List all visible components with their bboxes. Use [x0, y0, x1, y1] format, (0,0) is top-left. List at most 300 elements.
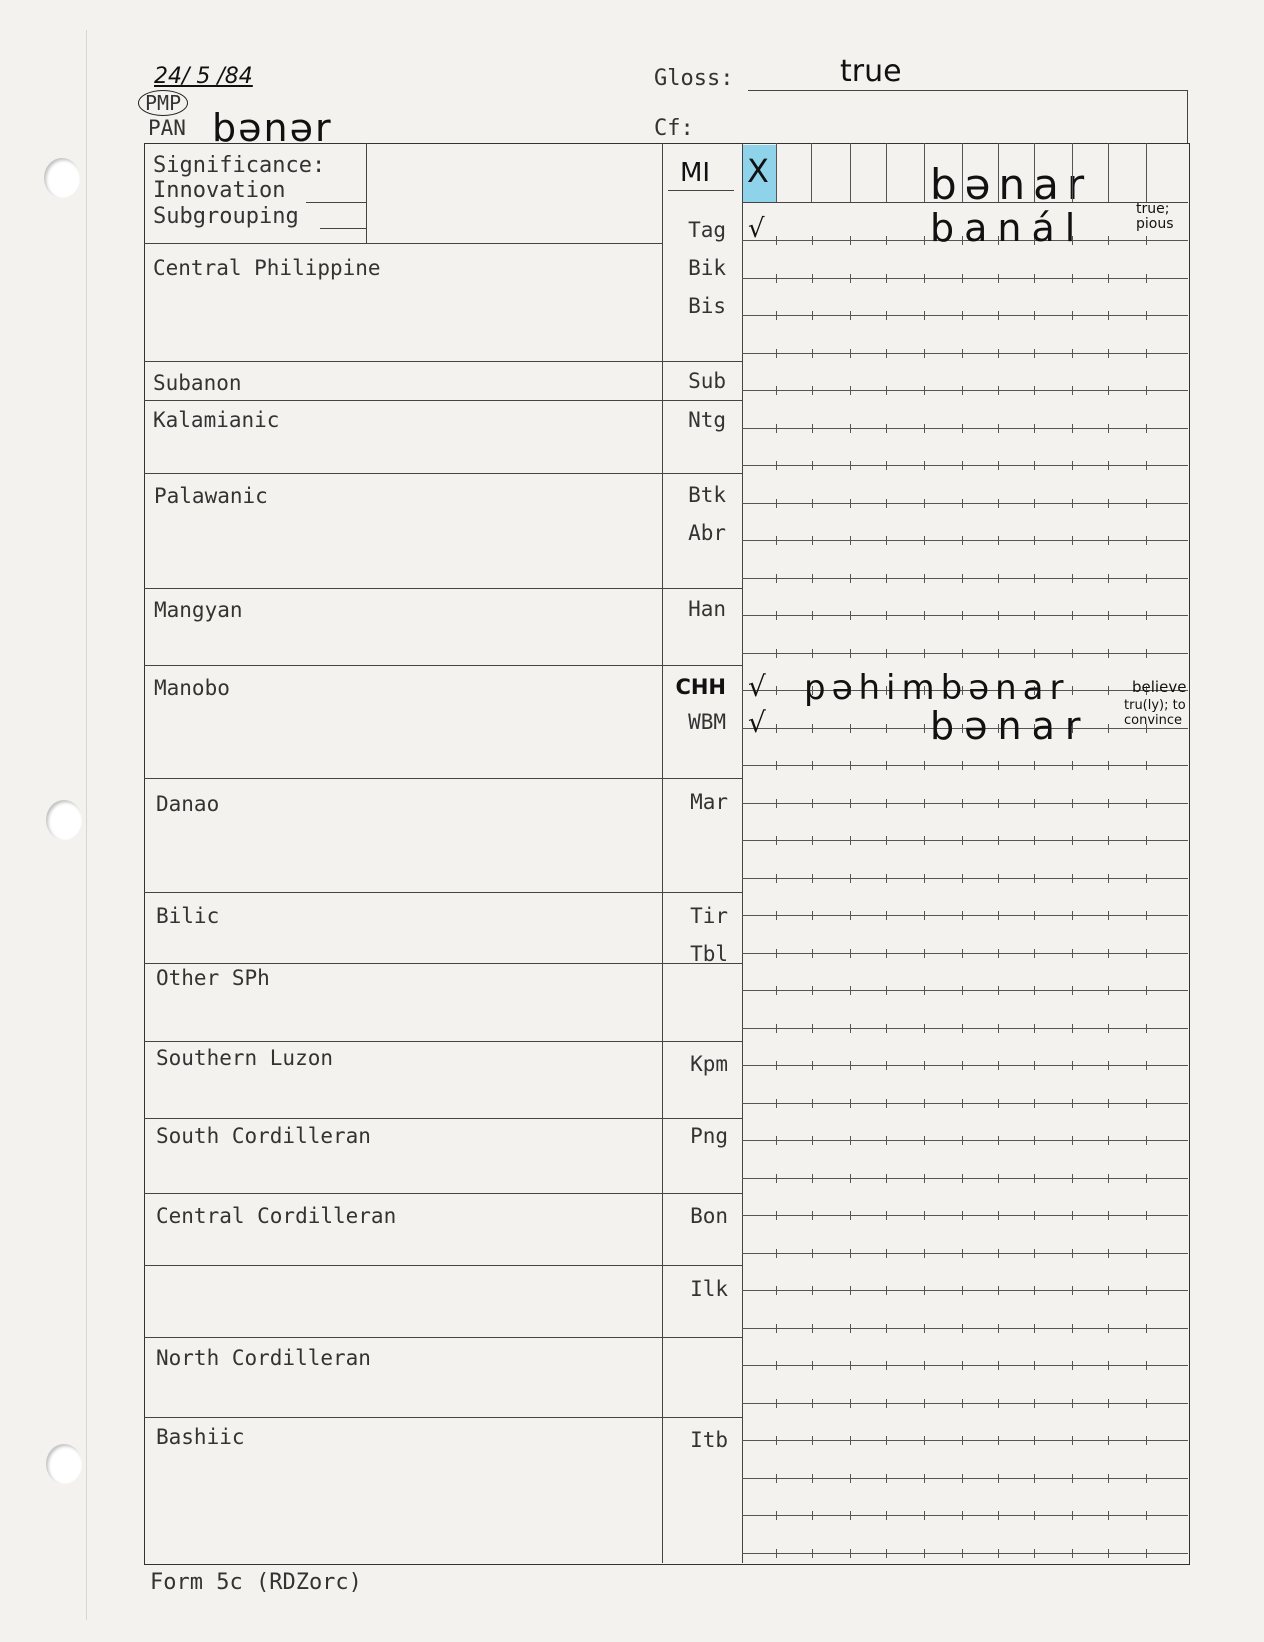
- ruled-tick: [812, 1286, 813, 1295]
- ruled-tick: [924, 1286, 925, 1295]
- ruled-line: [742, 1253, 1188, 1254]
- ruled-tick: [1146, 461, 1147, 470]
- ruled-tick: [998, 349, 999, 358]
- ruled-tick: [776, 761, 777, 770]
- ruled-tick: [1108, 311, 1109, 320]
- ruled-tick: [1072, 1136, 1073, 1145]
- ruled-tick: [776, 1549, 777, 1558]
- ruled-tick: [924, 874, 925, 883]
- ruled-tick: [1108, 236, 1109, 245]
- ruled-tick: [812, 1549, 813, 1558]
- ruled-tick: [1034, 1211, 1035, 1220]
- ruled-tick: [962, 1099, 963, 1108]
- ruled-tick: [850, 649, 851, 658]
- ruled-tick: [812, 1174, 813, 1183]
- ruled-tick: [776, 274, 777, 283]
- code-column-right: [742, 143, 743, 1563]
- ruled-tick: [1072, 611, 1073, 620]
- ruled-line: [742, 540, 1188, 541]
- ruled-tick: [962, 311, 963, 320]
- ruled-tick: [1146, 499, 1147, 508]
- ruled-tick: [1108, 386, 1109, 395]
- group-separator: [144, 1265, 742, 1266]
- ruled-line: [742, 390, 1188, 391]
- ruled-tick: [812, 424, 813, 433]
- ruled-tick: [886, 1024, 887, 1033]
- ruled-tick: [776, 1511, 777, 1520]
- mi-form: bənar: [930, 160, 1093, 209]
- ruled-tick: [812, 724, 813, 733]
- ruled-tick: [886, 986, 887, 995]
- ruled-tick: [886, 1099, 887, 1108]
- ruled-tick: [886, 349, 887, 358]
- ruled-tick: [776, 911, 777, 920]
- ruled-tick: [776, 724, 777, 733]
- mi-cell-divider: [1072, 143, 1073, 202]
- ruled-tick: [962, 386, 963, 395]
- mi-underline: [668, 190, 734, 191]
- ruled-tick: [1034, 1286, 1035, 1295]
- ruled-tick: [812, 1511, 813, 1520]
- ruled-tick: [1146, 1286, 1147, 1295]
- ruled-tick: [962, 536, 963, 545]
- ruled-line: [742, 1515, 1188, 1516]
- innovation-label: Innovation: [153, 178, 286, 203]
- ruled-tick: [1108, 1249, 1109, 1258]
- ruled-tick: [924, 386, 925, 395]
- ruled-tick: [850, 536, 851, 545]
- ruled-tick: [886, 1249, 887, 1258]
- ruled-tick: [924, 836, 925, 845]
- ruled-tick: [1034, 1436, 1035, 1445]
- ruled-tick: [924, 1061, 925, 1070]
- ruled-tick: [1072, 949, 1073, 958]
- ruled-tick: [850, 1099, 851, 1108]
- mi-cell-divider: [998, 143, 999, 202]
- ruled-tick: [1034, 499, 1035, 508]
- ruled-line: [742, 1290, 1188, 1291]
- ruled-tick: [1034, 349, 1035, 358]
- ruled-tick: [1034, 611, 1035, 620]
- group-bashiic: Bashiic: [156, 1425, 245, 1449]
- ruled-tick: [850, 1061, 851, 1070]
- ruled-tick: [812, 1399, 813, 1408]
- ruled-tick: [886, 761, 887, 770]
- ruled-tick: [1146, 1436, 1147, 1445]
- ruled-line: [742, 465, 1188, 466]
- code-png: Png: [690, 1124, 728, 1148]
- ruled-tick: [1034, 836, 1035, 845]
- cf-label: Cf:: [654, 116, 694, 141]
- ruled-tick: [776, 836, 777, 845]
- page-edge-shadow: [86, 30, 87, 1620]
- ruled-tick: [812, 274, 813, 283]
- ruled-tick: [1072, 1174, 1073, 1183]
- ruled-tick: [1072, 274, 1073, 283]
- ruled-tick: [1146, 1174, 1147, 1183]
- ruled-tick: [776, 649, 777, 658]
- ruled-tick: [924, 311, 925, 320]
- ruled-tick: [850, 1174, 851, 1183]
- code-han: Han: [688, 597, 726, 621]
- ruled-line: [742, 1403, 1188, 1404]
- ruled-tick: [1034, 1174, 1035, 1183]
- ruled-tick: [1146, 1061, 1147, 1070]
- ruled-tick: [886, 1174, 887, 1183]
- mi-cell-divider: [886, 143, 887, 202]
- ruled-tick: [886, 1549, 887, 1558]
- ruled-tick: [924, 499, 925, 508]
- ruled-tick: [812, 1136, 813, 1145]
- group-separator: [144, 963, 742, 964]
- ruled-tick: [962, 1474, 963, 1483]
- ruled-tick: [1072, 1399, 1073, 1408]
- ruled-tick: [998, 424, 999, 433]
- mi-cell-divider: [776, 143, 777, 202]
- ruled-tick: [1108, 1474, 1109, 1483]
- gloss-value: true: [840, 54, 902, 89]
- ruled-tick: [1108, 1549, 1109, 1558]
- ruled-tick: [850, 836, 851, 845]
- ruled-tick: [1034, 1474, 1035, 1483]
- group-separator: [144, 400, 742, 401]
- group-manobo: Manobo: [154, 676, 230, 700]
- ruled-line: [742, 278, 1188, 279]
- level-label: PAN: [148, 116, 186, 140]
- ruled-line: [742, 503, 1188, 504]
- ruled-tick: [962, 911, 963, 920]
- wbm-gloss: tru(ly); to convince: [1124, 698, 1186, 728]
- gloss-underline: [748, 90, 1188, 91]
- form-footer: Form 5c (RDZorc): [150, 1570, 362, 1595]
- ruled-tick: [812, 799, 813, 808]
- ruled-tick: [886, 424, 887, 433]
- ruled-tick: [962, 1286, 963, 1295]
- ruled-tick: [812, 1361, 813, 1370]
- code-btk: Btk: [688, 483, 726, 507]
- group-separator: [144, 1193, 742, 1194]
- ruled-tick: [1108, 1136, 1109, 1145]
- ruled-tick: [1072, 1024, 1073, 1033]
- ruled-line: [742, 840, 1188, 841]
- code-ilk: Ilk: [690, 1277, 728, 1301]
- ruled-tick: [1146, 911, 1147, 920]
- ruled-tick: [850, 499, 851, 508]
- ruled-tick: [776, 1174, 777, 1183]
- ruled-tick: [998, 1511, 999, 1520]
- ruled-tick: [1034, 1099, 1035, 1108]
- ruled-tick: [886, 1399, 887, 1408]
- ruled-tick: [776, 311, 777, 320]
- ruled-tick: [924, 724, 925, 733]
- chh-gloss: believe: [1132, 678, 1187, 696]
- ruled-tick: [886, 1511, 887, 1520]
- ruled-tick: [924, 1174, 925, 1183]
- ruled-tick: [850, 1286, 851, 1295]
- mi-cell-divider: [850, 143, 851, 202]
- ruled-line: [742, 1103, 1188, 1104]
- ruled-tick: [924, 649, 925, 658]
- ruled-tick: [850, 1136, 851, 1145]
- ruled-tick: [850, 1324, 851, 1333]
- ruled-tick: [962, 1211, 963, 1220]
- ruled-tick: [924, 1136, 925, 1145]
- ruled-tick: [886, 799, 887, 808]
- ruled-tick: [1108, 274, 1109, 283]
- ruled-tick: [850, 724, 851, 733]
- group-separator: [144, 361, 742, 362]
- ruled-tick: [812, 1099, 813, 1108]
- ruled-tick: [998, 574, 999, 583]
- code-bis: Bis: [688, 294, 726, 318]
- ruled-tick: [1146, 1136, 1147, 1145]
- ruled-tick: [998, 1099, 999, 1108]
- ruled-tick: [924, 949, 925, 958]
- code-bon: Bon: [690, 1204, 728, 1228]
- ruled-tick: [962, 986, 963, 995]
- ruled-tick: [1108, 1286, 1109, 1295]
- ruled-tick: [812, 1324, 813, 1333]
- ruled-tick: [886, 836, 887, 845]
- ruled-tick: [850, 986, 851, 995]
- ruled-tick: [1034, 461, 1035, 470]
- ruled-tick: [850, 1511, 851, 1520]
- ruled-tick: [776, 1474, 777, 1483]
- ruled-tick: [998, 1136, 999, 1145]
- code-bik: Bik: [688, 256, 726, 280]
- ruled-tick: [886, 386, 887, 395]
- significance-title: Significance:: [153, 153, 326, 178]
- ruled-line: [742, 1440, 1188, 1441]
- ruled-tick: [962, 1024, 963, 1033]
- ruled-tick: [924, 1549, 925, 1558]
- ruled-tick: [962, 574, 963, 583]
- ruled-line: [742, 615, 1188, 616]
- ruled-tick: [850, 424, 851, 433]
- ruled-tick: [1108, 949, 1109, 958]
- ruled-tick: [1146, 1399, 1147, 1408]
- ruled-tick: [1146, 1474, 1147, 1483]
- ruled-tick: [776, 1324, 777, 1333]
- ruled-tick: [1108, 836, 1109, 845]
- ruled-tick: [962, 649, 963, 658]
- ruled-tick: [998, 949, 999, 958]
- code-tir: Tir: [690, 904, 728, 928]
- ruled-line: [742, 915, 1188, 916]
- ruled-tick: [924, 1211, 925, 1220]
- ruled-tick: [850, 1361, 851, 1370]
- ruled-tick: [1108, 649, 1109, 658]
- ruled-tick: [1034, 799, 1035, 808]
- ruled-tick: [962, 799, 963, 808]
- ruled-tick: [1146, 649, 1147, 658]
- ruled-tick: [812, 911, 813, 920]
- ruled-tick: [1108, 1024, 1109, 1033]
- ruled-tick: [776, 1361, 777, 1370]
- ruled-tick: [1072, 986, 1073, 995]
- ruled-tick: [886, 874, 887, 883]
- ruled-tick: [776, 574, 777, 583]
- ruled-tick: [1072, 574, 1073, 583]
- ruled-tick: [998, 986, 999, 995]
- ruled-tick: [998, 461, 999, 470]
- group-separator: [144, 892, 742, 893]
- ruled-tick: [962, 611, 963, 620]
- ruled-tick: [998, 1061, 999, 1070]
- wbm-form: bənar: [930, 704, 1091, 748]
- ruled-tick: [962, 836, 963, 845]
- ruled-tick: [1146, 761, 1147, 770]
- ruled-tick: [962, 1361, 963, 1370]
- ruled-tick: [998, 1286, 999, 1295]
- ruled-tick: [776, 536, 777, 545]
- ruled-tick: [850, 1549, 851, 1558]
- mi-row-bottom: [742, 202, 1188, 203]
- ruled-line: [742, 953, 1188, 954]
- ruled-tick: [924, 1511, 925, 1520]
- ruled-tick: [924, 1024, 925, 1033]
- ruled-tick: [812, 836, 813, 845]
- ruled-tick: [850, 874, 851, 883]
- ruled-tick: [776, 1286, 777, 1295]
- code-tag: Tag: [688, 218, 726, 242]
- ruled-tick: [1072, 761, 1073, 770]
- ruled-tick: [962, 1061, 963, 1070]
- ruled-tick: [812, 649, 813, 658]
- ruled-tick: [962, 1249, 963, 1258]
- ruled-tick: [812, 461, 813, 470]
- ruled-tick: [776, 349, 777, 358]
- ruled-line: [742, 765, 1188, 766]
- ruled-line: [742, 353, 1188, 354]
- ruled-line: [742, 428, 1188, 429]
- ruled-tick: [886, 499, 887, 508]
- ruled-tick: [1034, 536, 1035, 545]
- ruled-tick: [850, 1474, 851, 1483]
- group-separator: [144, 588, 742, 589]
- group-mangyan: Mangyan: [154, 598, 243, 622]
- ruled-tick: [886, 236, 887, 245]
- ruled-line: [742, 578, 1188, 579]
- ruled-tick: [812, 949, 813, 958]
- ruled-tick: [1146, 1099, 1147, 1108]
- ruled-tick: [998, 611, 999, 620]
- ruled-tick: [850, 1211, 851, 1220]
- ruled-tick: [812, 874, 813, 883]
- ruled-tick: [812, 386, 813, 395]
- ruled-tick: [1072, 461, 1073, 470]
- ruled-tick: [962, 1549, 963, 1558]
- ruled-tick: [776, 1061, 777, 1070]
- group-other-sph: Other SPh: [156, 966, 270, 990]
- ruled-tick: [962, 1174, 963, 1183]
- ruled-tick: [776, 1211, 777, 1220]
- ruled-tick: [1034, 1549, 1035, 1558]
- ruled-tick: [886, 574, 887, 583]
- punch-hole-top: [44, 158, 80, 198]
- ruled-tick: [776, 686, 777, 695]
- ruled-tick: [924, 236, 925, 245]
- group-separator: [144, 1118, 742, 1119]
- ruled-tick: [850, 1249, 851, 1258]
- ruled-tick: [850, 761, 851, 770]
- mi-cell-divider: [962, 143, 963, 202]
- ruled-tick: [998, 1249, 999, 1258]
- mi-cell-divider: [1034, 143, 1035, 202]
- ruled-tick: [1034, 1361, 1035, 1370]
- ruled-tick: [1108, 986, 1109, 995]
- ruled-tick: [812, 499, 813, 508]
- ruled-tick: [1108, 424, 1109, 433]
- ruled-line: [742, 1065, 1188, 1066]
- ruled-tick: [850, 236, 851, 245]
- ruled-tick: [812, 536, 813, 545]
- group-bilic: Bilic: [156, 904, 220, 928]
- group-kalamianic: Kalamianic: [153, 408, 280, 432]
- ruled-tick: [1072, 836, 1073, 845]
- group-south-cordilleran: South Cordilleran: [156, 1124, 371, 1148]
- ruled-tick: [1034, 386, 1035, 395]
- ruled-tick: [1072, 1436, 1073, 1445]
- ruled-tick: [1108, 761, 1109, 770]
- ruled-tick: [1108, 911, 1109, 920]
- ruled-tick: [1108, 536, 1109, 545]
- ruled-tick: [1108, 1211, 1109, 1220]
- ruled-tick: [924, 986, 925, 995]
- ruled-line: [742, 1553, 1188, 1554]
- ruled-tick: [924, 1361, 925, 1370]
- ruled-tick: [998, 874, 999, 883]
- ruled-tick: [776, 1024, 777, 1033]
- ruled-tick: [1072, 799, 1073, 808]
- ruled-tick: [850, 461, 851, 470]
- ruled-tick: [1146, 1324, 1147, 1333]
- gloss-box-right: [1187, 90, 1188, 144]
- ruled-tick: [850, 611, 851, 620]
- ruled-tick: [1072, 649, 1073, 658]
- ruled-tick: [1034, 949, 1035, 958]
- ruled-tick: [1146, 536, 1147, 545]
- code-itb: Itb: [690, 1428, 728, 1452]
- ruled-tick: [1034, 761, 1035, 770]
- code-wbm: WBM: [688, 710, 726, 734]
- ruled-tick: [998, 836, 999, 845]
- mi-cell-divider: [811, 143, 812, 202]
- ruled-tick: [924, 799, 925, 808]
- ruled-tick: [1146, 274, 1147, 283]
- ruled-tick: [1146, 1361, 1147, 1370]
- ruled-tick: [812, 1436, 813, 1445]
- ruled-tick: [1072, 1361, 1073, 1370]
- ruled-tick: [886, 724, 887, 733]
- ruled-tick: [886, 949, 887, 958]
- ruled-tick: [776, 236, 777, 245]
- ruled-tick: [998, 799, 999, 808]
- ruled-line: [742, 990, 1188, 991]
- ruled-tick: [924, 1249, 925, 1258]
- significance-box-bottom: [144, 243, 662, 244]
- subgrouping-blank: [320, 228, 366, 229]
- ruled-tick: [1072, 1511, 1073, 1520]
- significance-box-right: [366, 143, 367, 243]
- code-ntg: Ntg: [688, 408, 726, 432]
- ruled-tick: [1108, 1099, 1109, 1108]
- mi-cell-divider: [1146, 143, 1147, 202]
- group-separator: [144, 1337, 742, 1338]
- ruled-tick: [850, 1399, 851, 1408]
- ruled-tick: [962, 499, 963, 508]
- ruled-tick: [962, 1511, 963, 1520]
